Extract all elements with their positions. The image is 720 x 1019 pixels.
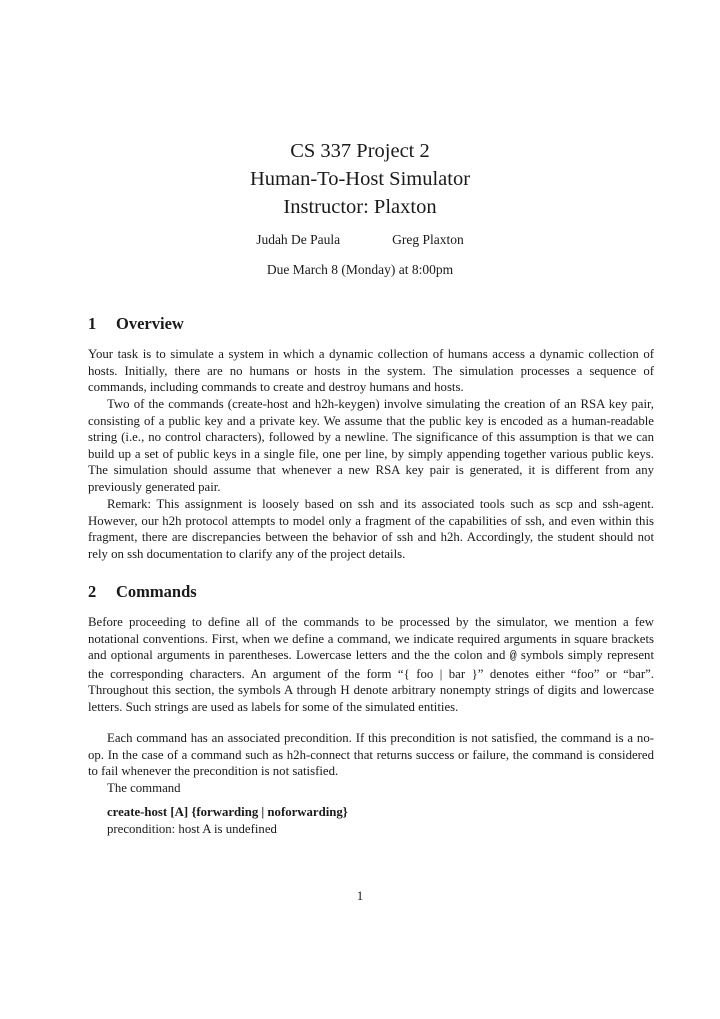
text-run: symbols simply represent the corresponding characters. An argument of the form “{ foo | bar }” denotes either “foo” or “bar”. Throughout this section, the symbols A through H denote arbitrary nonempty strings of digits and lowercase letters. Such strings are used as labels for some of the simulated entities. [88, 648, 654, 714]
project-title: Human-To-Host Simulator [249, 168, 471, 190]
section-title: Overview [116, 314, 184, 333]
command-definition [107, 804, 348, 837]
command-precondition: precondition: host A is undefined [107, 821, 277, 836]
section-number: 1 [88, 314, 97, 333]
command-syntax: create-host [A] {forwarding | noforwarding} [107, 805, 348, 819]
commands-paragraph-2: Each command has an associated precondition. If this precondition is not satisfied, the command is a no-op. In the case of a command such as h2h-connect that returns success or failure, the command is considered to fail whenever the precondition is not satisfied. [88, 731, 654, 779]
authors [0, 232, 720, 248]
commands-paragraph-3: The command [107, 781, 181, 795]
commands-paragraph-1 [88, 614, 654, 716]
author-name: Greg Plaxton [392, 232, 464, 247]
section-heading-overview [88, 314, 184, 334]
instructor-line: Instructor: Plaxton [283, 196, 437, 218]
author-name: Judah De Paula [256, 232, 341, 247]
at-symbol: @ [509, 650, 517, 664]
title-block [0, 137, 720, 221]
text-run: Before proceeding to define all of the commands to be processed by the simulator, we mention a few notational conventions. First, when we define a command, we indicate required arguments in square brackets and optional arguments in parentheses. Lowercase letters and the the colon and [88, 615, 654, 663]
page-number: 1 [356, 888, 364, 903]
overview-paragraph-1: Your task is to simulate a system in which a dynamic collection of humans access a dynamic collection of hosts. Initially, there are no humans or hosts in the system. The simulation processes a sequence of commands, including commands to create and destroy humans and hosts. [88, 347, 654, 395]
course-title: CS 337 Project 2 [290, 140, 430, 162]
section-number: 2 [88, 582, 97, 601]
overview-paragraph-3: Remark: This assignment is loosely based on ssh and its associated tools such as scp and ssh-agent. However, our h2h protocol attempts to model only a fragment of the capabilities of ssh, and even within this fragment, there are discrepancies between the behavior of ssh and h2h. Accordingly, the student should not rely on ssh documentation to clarify any of the project details. [88, 497, 654, 561]
section-heading-commands [88, 582, 197, 602]
due-date: Due March 8 (Monday) at 8:00pm [266, 262, 454, 277]
overview-paragraph-2: Two of the commands (create-host and h2h-keygen) involve simulating the creation of an RSA key pair, consisting of a public key and a private key. We assume that the public key is encoded as a human-readable string (i.e., no control characters), followed by a newline. The significance of this assumption is that we can build up a set of public keys in a single file, one per line, by simply appending together various public keys. The simulation should assume that whenever a new RSA key pair is generated, it is different from any previously generated pair. [88, 397, 654, 494]
section-title: Commands [116, 582, 197, 601]
